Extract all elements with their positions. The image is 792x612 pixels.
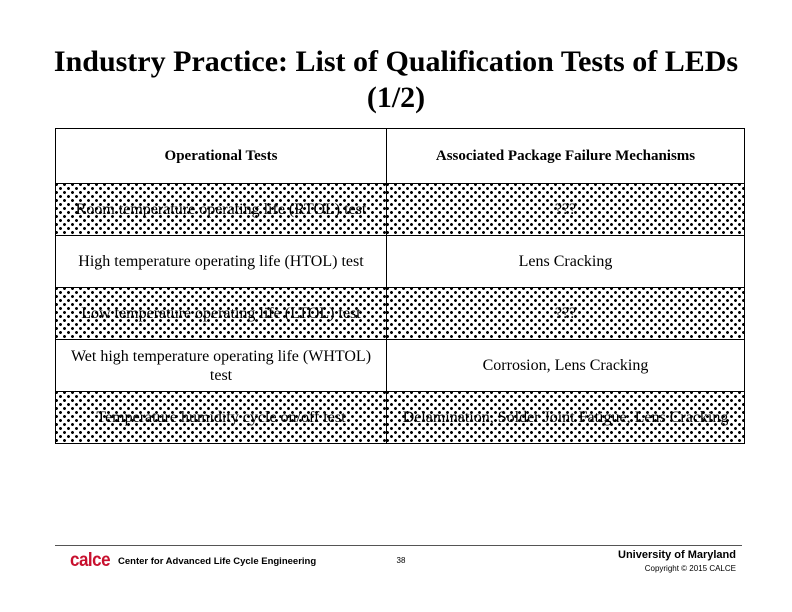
- header-operational-tests: Operational Tests: [56, 129, 387, 184]
- test-cell: High temperature operating life (HTOL) test: [56, 236, 387, 288]
- mechanism-cell: ???: [387, 184, 745, 236]
- qualification-tests-table: [55, 128, 745, 444]
- copyright-text: Copyright © 2015 CALCE: [644, 564, 736, 573]
- mechanism-cell: Delamination, Solder Joint Fatigue, Lens Cracking: [387, 392, 745, 444]
- mechanism-cell: Lens Cracking: [387, 236, 745, 288]
- mechanism-cell: ???: [387, 288, 745, 340]
- table-row: [56, 288, 745, 340]
- table-row: [56, 236, 745, 288]
- footer-divider: [55, 545, 742, 546]
- table-row: [56, 392, 745, 444]
- page-number: 38: [396, 556, 406, 565]
- table-row: [56, 184, 745, 236]
- table-row: [56, 340, 745, 392]
- table-header-row: [56, 129, 745, 184]
- university-name: University of Maryland: [618, 549, 736, 561]
- test-cell: Wet high temperature operating life (WHTOL) test: [56, 340, 387, 392]
- calce-logo: calce: [70, 548, 111, 571]
- mechanism-cell: Corrosion, Lens Cracking: [387, 340, 745, 392]
- center-name: Center for Advanced Life Cycle Engineering: [118, 556, 317, 567]
- test-cell: Low temperature operating life (LTOL) test: [56, 288, 387, 340]
- header-failure-mechanisms: Associated Package Failure Mechanisms: [387, 129, 745, 184]
- test-cell: Room temperature operating life (RTOL) test: [56, 184, 387, 236]
- test-cell: Temperature humidity cycle on/off test: [56, 392, 387, 444]
- slide-title: Industry Practice: List of Qualification Tests of LEDs (1/2): [53, 45, 739, 114]
